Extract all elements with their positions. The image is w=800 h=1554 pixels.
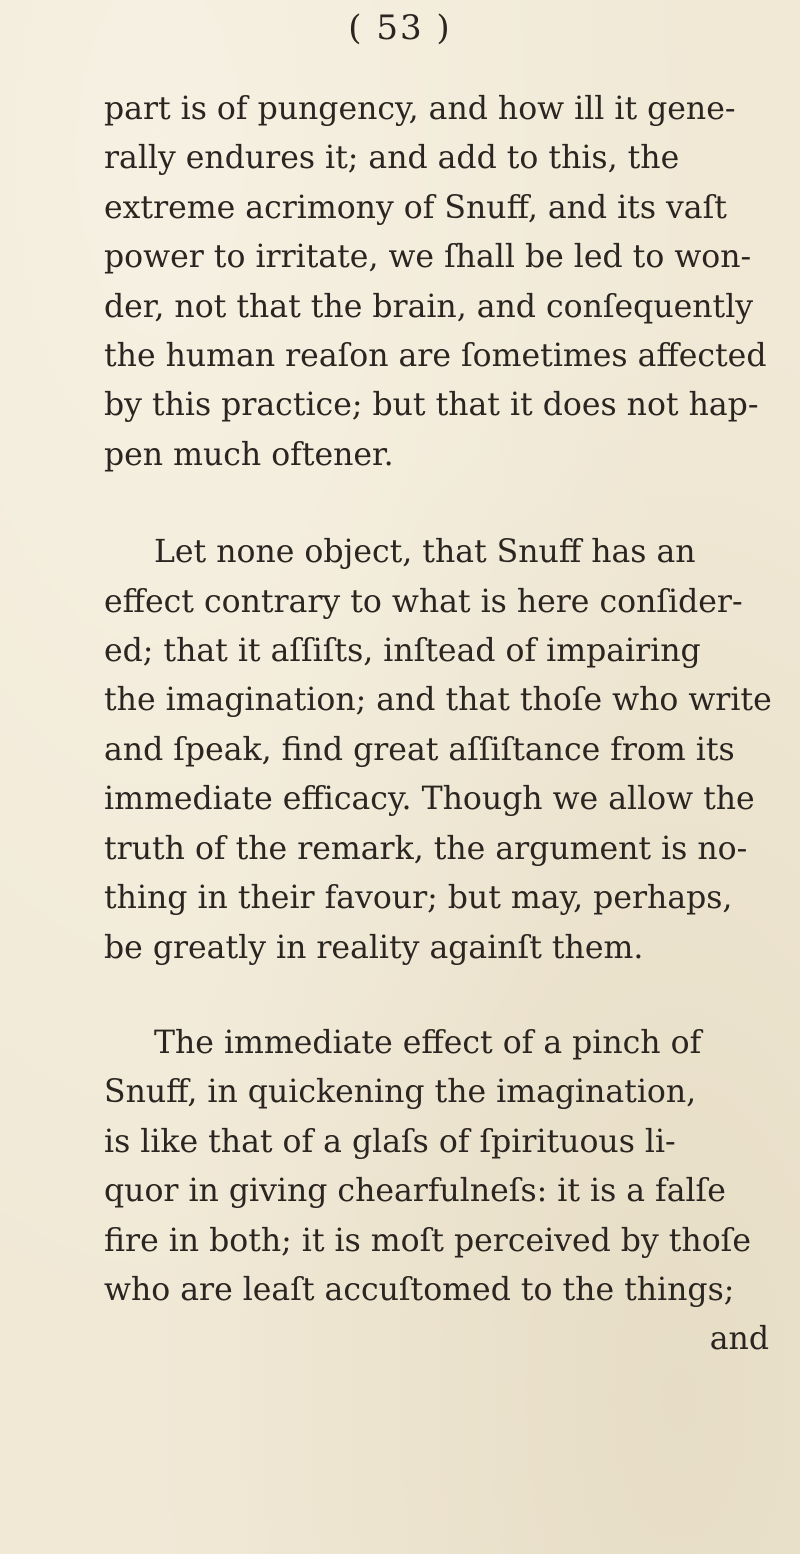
- text-line: is like that of a glaſs of ſpirituous li-: [104, 1123, 676, 1160]
- text-line: and ſpeak, find great aſſiſtance from its: [104, 731, 735, 768]
- text-line: the human reaſon are ſometimes affected: [104, 338, 767, 375]
- paragraph-gap: [104, 480, 769, 528]
- catchword: and: [709, 1321, 769, 1358]
- paragraph-gap: [104, 973, 769, 1019]
- page-number-header: ( 53 ): [348, 8, 452, 48]
- text-line: extreme acrimony of Snuff, and its vaſt: [104, 189, 727, 226]
- text-line: rally endures it; and add to this, the: [104, 140, 680, 177]
- text-line: The immediate effect of a pinch of: [154, 1024, 702, 1061]
- text-line: effect contrary to what is here conſider-: [104, 583, 743, 620]
- paragraph-3: [104, 1019, 769, 1315]
- text-line: pen much oftener.: [104, 436, 394, 473]
- text-line: immediate efficacy. Though we allow the: [104, 781, 755, 818]
- paragraph-1: [104, 85, 769, 480]
- text-line: fire in both; it is moſt perceived by thoſe: [104, 1222, 751, 1259]
- text-line: by this practice; but that it does not hap-: [104, 387, 759, 424]
- text-line: power to irritate, we ſhall be led to won-: [104, 239, 752, 276]
- paragraph-2: [104, 528, 772, 973]
- text-line: who are leaſt accuſtomed to the things;: [104, 1271, 735, 1308]
- text-line: thing in their favour; but may, perhaps,: [104, 880, 733, 917]
- text-line: der, not that the brain, and conſequently: [104, 288, 754, 325]
- text-line: Snuff, in quickening the imagination,: [104, 1074, 697, 1111]
- text-line: truth of the remark, the argument is no-: [104, 830, 748, 867]
- text-line: the imagination; and that thoſe who write: [104, 682, 772, 719]
- text-line: quor in giving chearfulneſs: it is a falſe: [104, 1173, 726, 1210]
- text-line: Let none object, that Snuff has an: [154, 534, 696, 571]
- text-line: be greatly in reality againſt them.: [104, 929, 644, 966]
- text-line: ed; that it aſſiſts, inſtead of impairing: [104, 633, 701, 670]
- page-body: [104, 85, 772, 1365]
- text-line: part is of pungency, and how ill it gene-: [104, 91, 736, 127]
